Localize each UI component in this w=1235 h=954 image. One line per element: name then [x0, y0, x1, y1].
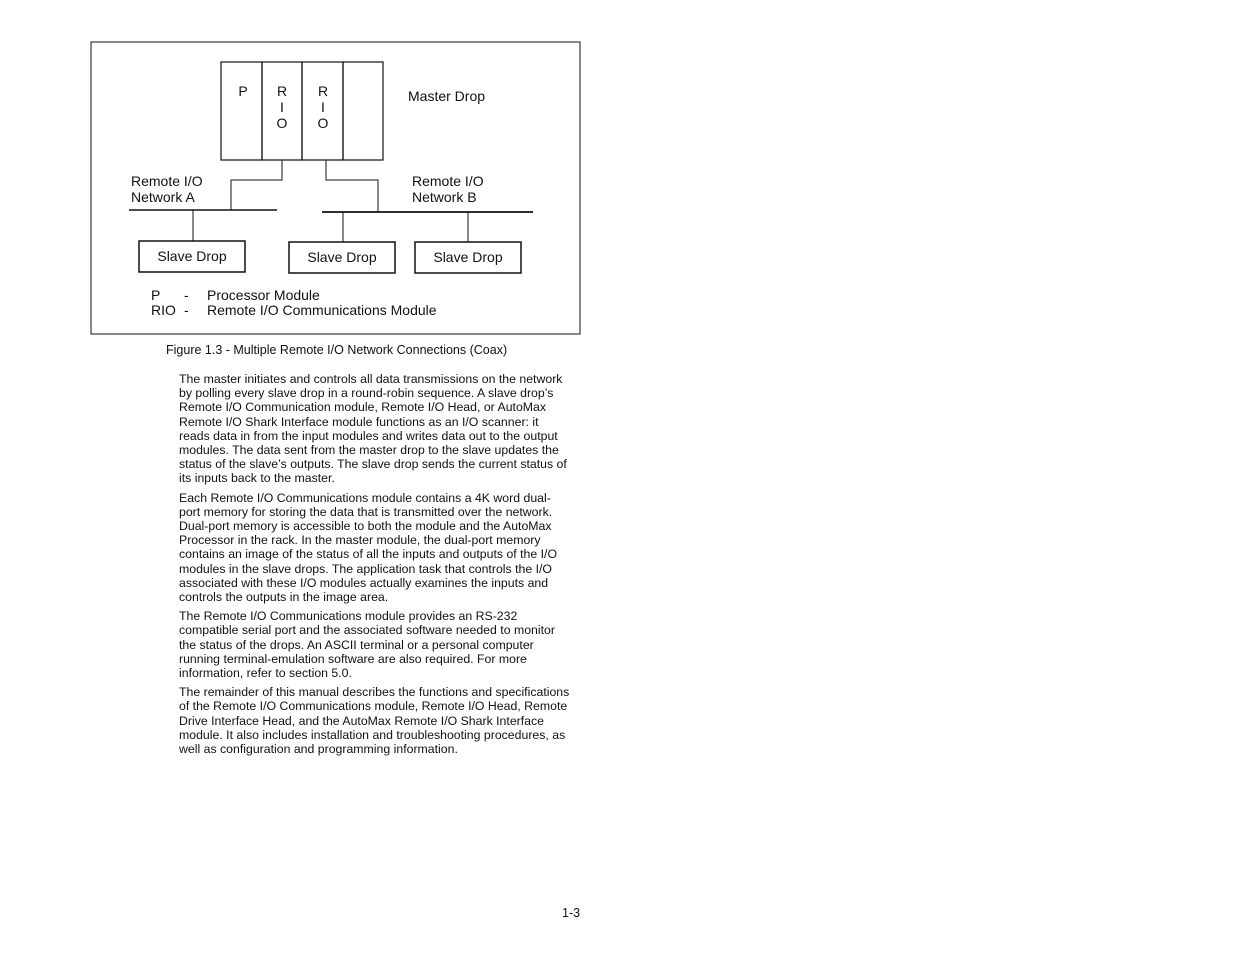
- rack-label-rio-1-r: R: [276, 83, 288, 99]
- rack-label-rio-2-o: O: [317, 115, 329, 131]
- legend-abbr-rio: RIO: [151, 302, 176, 318]
- body-text: [179, 372, 571, 761]
- paragraph: Each Remote I/O Communications module contains a 4K word dual-port memory for storing the data that is transmitted over the network. Dual-port memory is accessible to both the module and the AutoMax Processor in the rack. In the master module, the dual-port memory contains an image of the status of all the inputs and outputs of the I/O modules in the slave drops. The application task that controls the I/O associated with these I/O modules actually examines the inputs and controls the outputs in the image area.: [179, 490, 558, 605]
- rack-label-rio-2-r: R: [317, 83, 329, 99]
- legend-desc-p: Processor Module: [207, 287, 320, 303]
- legend-dash-p: -: [184, 287, 189, 303]
- network-b-label-line-2: Network B: [412, 189, 477, 205]
- rack-label-processor: P: [238, 83, 248, 99]
- master-rack: [221, 62, 383, 160]
- network-diagram: [0, 0, 600, 340]
- rack-slot-empty: [343, 62, 383, 160]
- rack-slot-processor: [221, 62, 262, 160]
- network-b-label-line-1: Remote I/O: [412, 173, 484, 189]
- legend-abbr-p: P: [151, 287, 161, 303]
- paragraph: The Remote I/O Communications module provides an RS-232 compatible serial port and the associated software needed to monitor the status of the drops. An ASCII terminal or a personal computer running terminal-emulation software are also required. For more information, refer to section 5.0.: [179, 609, 555, 681]
- paragraph: The remainder of this manual describes the functions and specifications of the Remote I/O Communications module, Remote I/O Head, Remote Drive Interface Head, and the AutoMax Remote I/O Shark Interface module. It also includes installation and troubleshooting procedures, as well as configuration and programming information.: [179, 685, 570, 757]
- paragraph: The master initiates and controls all data transmissions on the network by polling every slave drop in a round-robin sequence. A slave drop’s Remote I/O Communication module, Remote I/O Head, or AutoMax Remote I/O Shark Interface module functions as an I/O scanner: it reads data in from the input modules and writes data out to the output modules. The data sent from the master drop to the slave updates the status of the slave’s outputs. The slave drop sends the current status of its inputs back to the master.: [179, 372, 567, 486]
- network-a-label-line-2: Network A: [131, 189, 195, 205]
- slave-drop-a-label: Slave Drop: [157, 248, 227, 264]
- slave-drop-b1-label: Slave Drop: [307, 249, 377, 265]
- legend-dash-rio: -: [184, 302, 189, 318]
- network-a-label-line-1: Remote I/O: [131, 173, 203, 189]
- page-number: 1-3: [562, 906, 581, 920]
- legend-desc-rio: Remote I/O Communications Module: [207, 302, 437, 318]
- figure-caption: Figure 1.3 - Multiple Remote I/O Network Connections (Coax): [166, 343, 508, 357]
- master-drop-label: Master Drop: [408, 88, 486, 104]
- rack-label-rio-1-o: O: [276, 115, 288, 131]
- slave-drop-b2-label: Slave Drop: [433, 249, 503, 265]
- rack-label-rio-1-i: I: [280, 99, 284, 115]
- rack-label-rio-2-i: I: [321, 99, 325, 115]
